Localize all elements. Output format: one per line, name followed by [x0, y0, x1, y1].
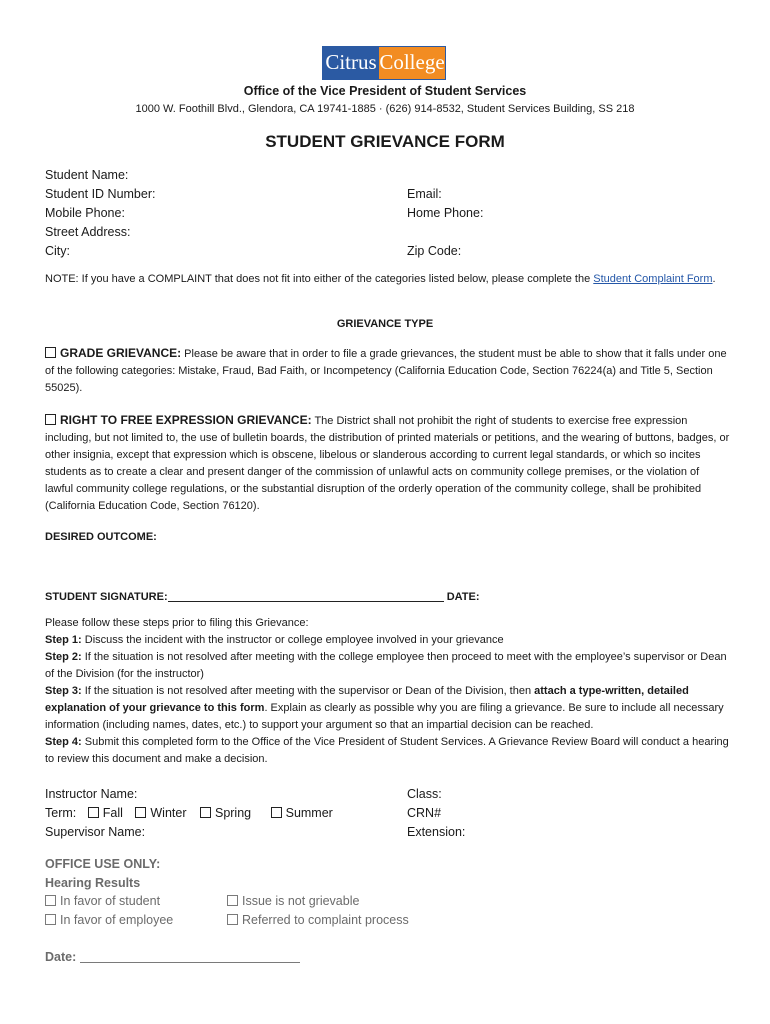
in-favor-student-option [45, 894, 160, 908]
term-row [45, 806, 333, 820]
in-favor-student-label: In favor of student [60, 894, 161, 908]
complaint-note [45, 271, 730, 288]
referred-complaint-label: Referred to complaint process [242, 913, 409, 927]
logo-part-college: College [379, 47, 445, 79]
not-grievable-checkbox[interactable] [227, 895, 238, 906]
office-date-line[interactable] [80, 950, 300, 963]
step-2-text: If the situation is not resolved after meeting with the college employee then proceed to meet with the employee’s supervisor or Dean of the Division (for the instructor) [45, 651, 727, 680]
grade-grievance-section [45, 345, 730, 397]
free-expression-text: The District shall not prohibit the right of students to exercise free expression including, but not limited to, the use of bulletin boards, the distribution of printed materials or petitions, and the wearing of buttons, badges, or other insignia, except that expression which is obscene, libelous or slanderous according to current legal standards, or which so incites students as to create a clear and present danger of the commission of unlawful acts on community college premises, or the violation of lawful community college regulations, or the substantial disruption of the orderly operation of the community college, shall be prohibited (California Education Code, Section 76120). [45, 415, 730, 512]
free-expression-label: RIGHT TO FREE EXPRESSION GRIEVANCE: [60, 413, 312, 427]
step-4-label: Step 4: [45, 736, 82, 748]
office-date-row [45, 950, 300, 964]
office-date-label: Date: [45, 950, 77, 964]
step-3-rest: . Explain as clearly as possible why you are filing a grievance. Be sure to include all necessary information (including names, dates, etc.) to support your argument so that an impartial decision can be reached. [45, 702, 724, 731]
in-favor-employee-checkbox[interactable] [45, 914, 56, 925]
mobile-phone-label: Mobile Phone: [45, 206, 125, 220]
student-name-label: Student Name: [45, 168, 129, 182]
grievance-type-heading: GRIEVANCE TYPE [336, 318, 434, 330]
step-3-text: If the situation is not resolved after meeting with the supervisor or Dean of the Division, then [81, 685, 535, 697]
hearing-results-label: Hearing Results [45, 876, 141, 890]
step-3-bold: attach a type-written, detailed explanation of your grievance to this form [45, 685, 689, 714]
step-2-label: Step 2: [45, 651, 82, 663]
logo-part-citrus: Citrus [323, 47, 379, 79]
student-id-label: Student ID Number: [45, 187, 156, 201]
city-label: City: [45, 244, 70, 258]
instructor-name-label: Instructor Name: [45, 787, 138, 801]
grade-grievance-checkbox[interactable] [45, 347, 56, 358]
winter-checkbox[interactable] [135, 807, 146, 818]
term-label: Term: [45, 806, 77, 820]
spring-label: Spring [214, 806, 252, 820]
step-4 [45, 734, 730, 768]
page-title: STUDENT GRIEVANCE FORM [265, 132, 505, 151]
grade-grievance-text: Please be aware that in order to file a grade grievances, the student must be able to show that it falls under one of the following categories: Mistake, Fraud, Bad Faith, or Incompetency (California Education Code, Section 76224(a) and Title 5, Section 55025). [45, 348, 727, 394]
steps-intro: Please follow these steps prior to filing this Grievance: [45, 617, 309, 629]
desired-outcome-label: DESIRED OUTCOME: [45, 531, 157, 543]
step-4-text: Submit this completed form to the Office of the Vice President of Student Services. A Grievance Review Board will conduct a hearing to review this document and make a decision. [45, 736, 729, 765]
signature-line[interactable] [168, 589, 444, 602]
winter-label: Winter [150, 806, 187, 820]
office-heading: Office of the Vice President of Student Services [243, 84, 527, 98]
crn-label: CRN# [407, 806, 442, 820]
step-1-label: Step 1: [45, 634, 82, 646]
summer-label: Summer [285, 806, 333, 820]
date-label: DATE: [446, 591, 480, 603]
filing-steps [45, 615, 730, 768]
summer-checkbox[interactable] [271, 807, 282, 818]
note-text: NOTE: If you have a COMPLAINT that does not fit into either of the categories listed below, please complete the [45, 273, 594, 285]
street-address-label: Street Address: [45, 225, 131, 239]
not-grievable-option [227, 894, 359, 908]
zip-code-label: Zip Code: [407, 244, 462, 258]
spring-checkbox[interactable] [200, 807, 211, 818]
grade-grievance-label: GRADE GRIEVANCE: [60, 346, 182, 360]
step-2 [45, 649, 730, 683]
student-signature-label: STUDENT SIGNATURE: [45, 591, 168, 603]
referred-complaint-checkbox[interactable] [227, 914, 238, 925]
in-favor-student-checkbox[interactable] [45, 895, 56, 906]
fall-checkbox[interactable] [88, 807, 99, 818]
office-address: 1000 W. Foothill Blvd., Glendora, CA 19741-1885 · (626) 914-8532, Student Services Building, SS 218 [135, 103, 635, 115]
step-1-text: Discuss the incident with the instructor or college employee involved in your grievance [81, 634, 504, 646]
note-end: . [712, 273, 716, 285]
step-3 [45, 683, 730, 734]
in-favor-employee-option [45, 913, 173, 927]
home-phone-label: Home Phone: [407, 206, 484, 220]
extension-label: Extension: [407, 825, 466, 839]
citrus-college-logo [322, 46, 446, 80]
email-label: Email: [407, 187, 442, 201]
not-grievable-label: Issue is not grievable [242, 894, 360, 908]
signature-row [45, 589, 480, 603]
free-expression-checkbox[interactable] [45, 414, 56, 425]
step-3-label: Step 3: [45, 685, 82, 697]
step-1 [45, 632, 730, 649]
supervisor-name-label: Supervisor Name: [45, 825, 146, 839]
class-label: Class: [407, 787, 442, 801]
in-favor-employee-label: In favor of employee [60, 913, 174, 927]
free-expression-section [45, 412, 730, 515]
office-use-heading: OFFICE USE ONLY: [45, 857, 161, 871]
fall-label: Fall [102, 806, 123, 820]
referred-complaint-option [227, 913, 409, 927]
student-complaint-form-link[interactable]: Student Complaint Form [593, 273, 713, 285]
